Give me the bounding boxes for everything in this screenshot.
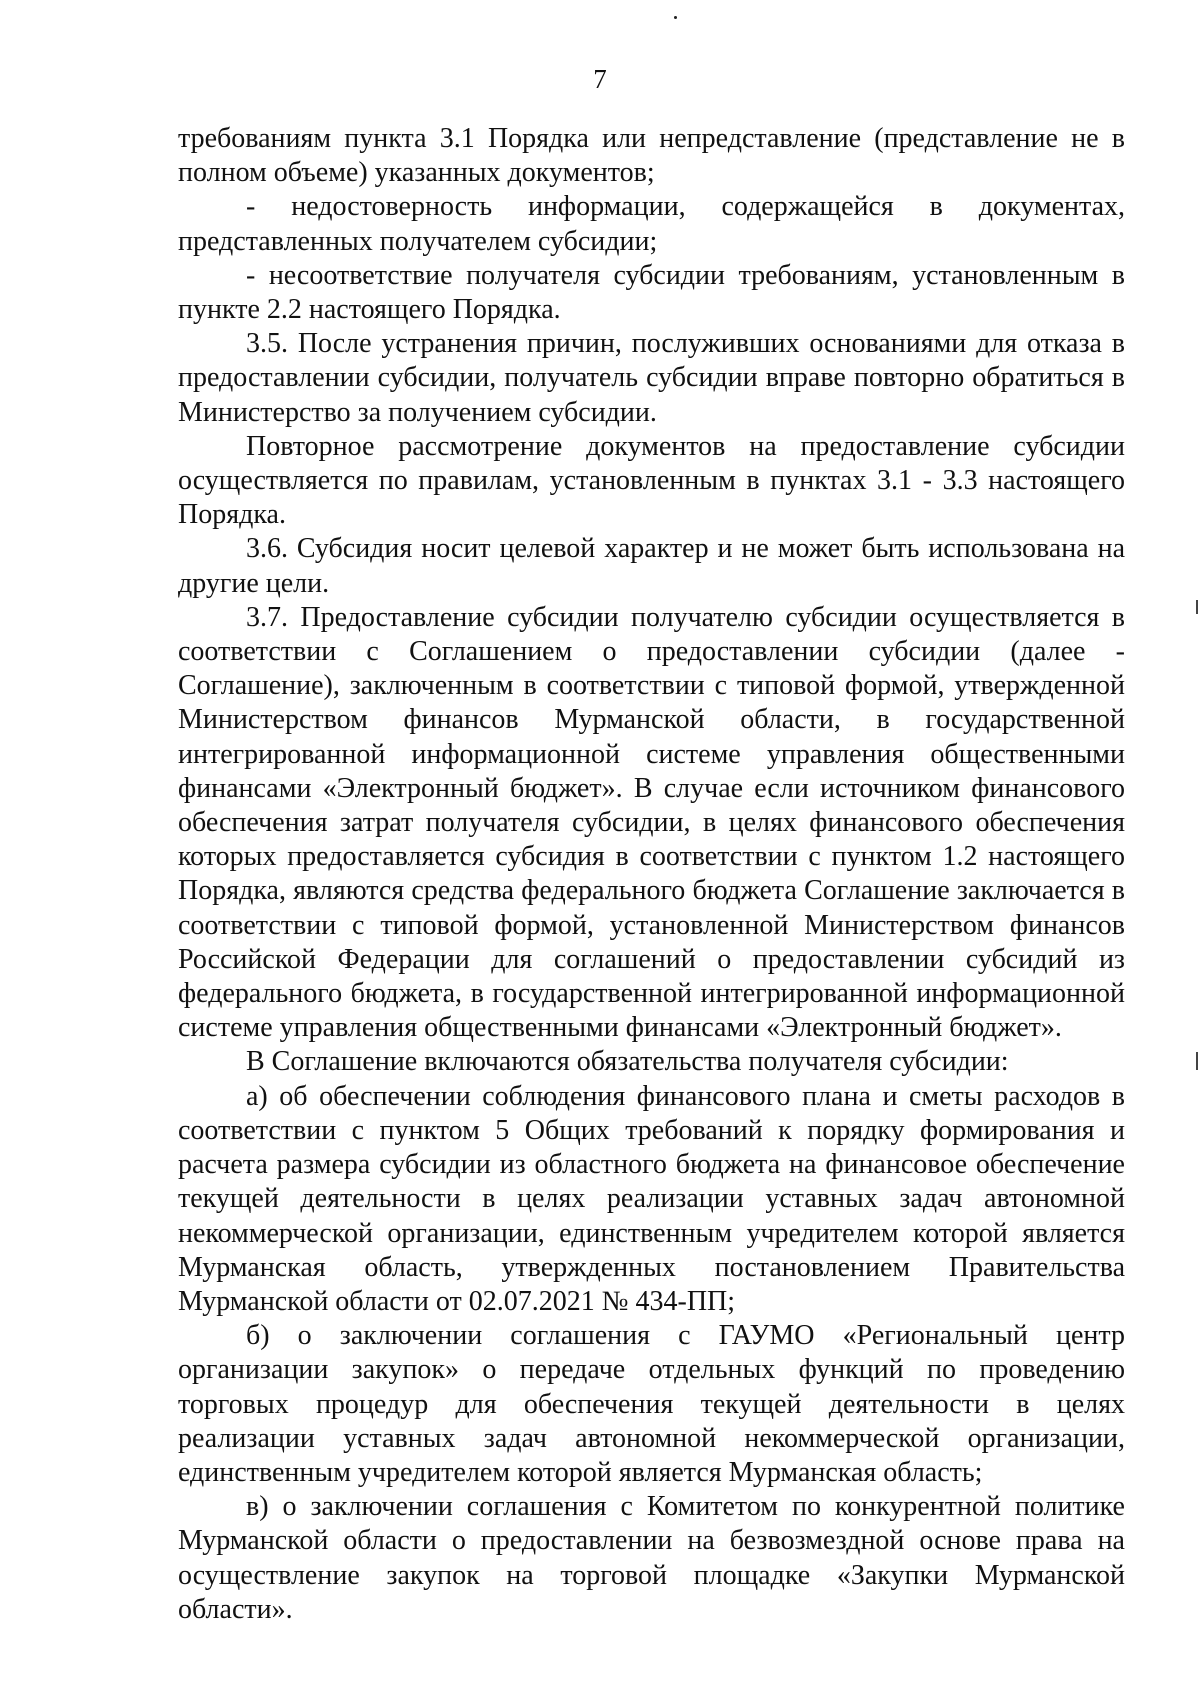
obligation-item-a: а) об обеспечении соблюдения финансового плана и сметы расходов в соответствии с пунктом 5 Общих требований к порядку формирования и расчета размера субсидии из областного бюджета на финансовое обеспечение текущей деятельности в целях реализации уставных задач автономной некоммерческой организации, единственным учредителем которой является Мурманская область, утвержденных постановлением Правительства Мурманской области от 02.07.2021 № 434-ПП; bbox=[178, 1080, 1125, 1317]
scan-artifact-dot bbox=[674, 16, 677, 19]
list-item-paragraph: - несоответствие получателя субсидии требованиям, установленным в пункте 2.2 настоящего Порядка. bbox=[178, 259, 1125, 326]
section-paragraph-3-7: 3.7. Предоставление субсидии получателю субсидии осуществляется в соответствии с Соглашением о предоставлении субсидии (далее - Соглашение), заключенным в соответствии с типовой формой, утвержденной Министерством финансов Мурманской области, в государственной интегрированной информационной системе управления общественными финансами «Электронный бюджет». В случае если источником финансового обеспечения затрат получателя субсидии, в целях финансового обеспечения которых предоставляется субсидия в соответствии с пунктом 1.2 настоящего Порядка, являются средства федерального бюджета Соглашение заключается в соответствии с типовой формой, установленной Министерством финансов Российской Федерации для соглашений о предоставлении субсидий из федерального бюджета, в государственной интегрированной информационной системе управления общественными финансами «Электронный бюджет». bbox=[178, 601, 1125, 1044]
list-item-paragraph: - недостоверность информации, содержащейся в документах, представленных получателем субсидии; bbox=[178, 191, 1125, 257]
paragraph: требованиям пункта 3.1 Порядка или непредставление (представление не в полном объеме) указанных документов; bbox=[178, 123, 1125, 189]
obligation-item-v: в) о заключении соглашения с Комитетом по конкурентной политике Мурманской области о предоставлении на безвозмездной основе права на осуществление закупок на торговой площадке «Закупки Мурманской области». bbox=[178, 1491, 1125, 1625]
scan-artifact-edge-mark bbox=[1196, 1052, 1198, 1070]
document-body bbox=[178, 122, 1125, 1627]
scan-artifact-edge-mark bbox=[1196, 600, 1198, 614]
paragraph: Повторное рассмотрение документов на предоставление субсидии осуществляется по правилам, установленным в пунктах 3.1 - 3.3 настоящего Порядка. bbox=[178, 430, 1125, 531]
page-number: 7 bbox=[593, 64, 607, 94]
section-paragraph-3-6: 3.6. Субсидия носит целевой характер и не может быть использована на другие цели. bbox=[178, 533, 1125, 599]
section-paragraph-3-5: 3.5. После устранения причин, послуживших основаниями для отказа в предоставлении субсидии, получатель субсидии вправе повторно обратиться в Министерство за получением субсидии. bbox=[178, 328, 1125, 428]
paragraph: В Соглашение включаются обязательства получателя субсидии: bbox=[246, 1046, 1009, 1078]
obligation-item-b: б) о заключении соглашения с ГАУМО «Региональный центр организации закупок» о передаче отдельных функций по проведению торговых процедур для обеспечения текущей деятельности в целях реализации уставных задач автономной некоммерческой организации, единственным учредителем которой является Мурманская область; bbox=[178, 1320, 1125, 1488]
